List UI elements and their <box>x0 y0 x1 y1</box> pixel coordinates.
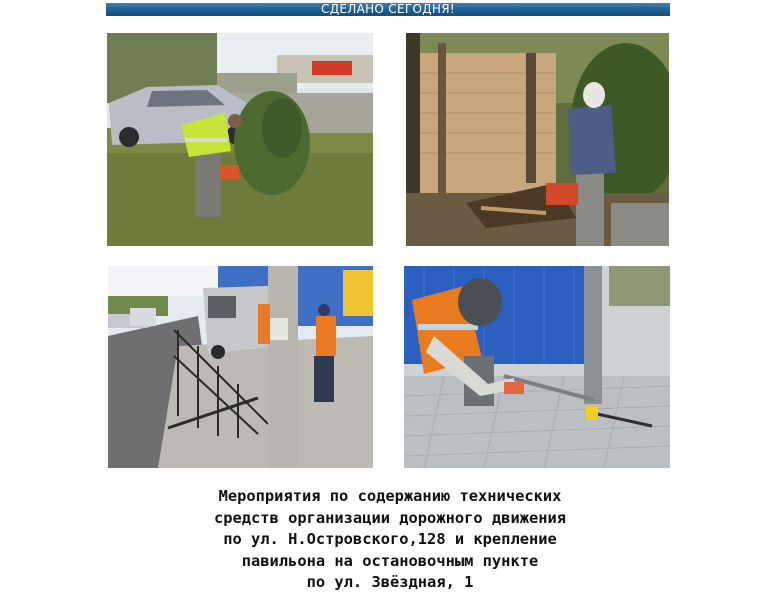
photo-pavilion-welding <box>404 266 670 468</box>
banner-title: СДЕЛАНО СЕГОДНЯ! <box>321 3 455 16</box>
caption-text <box>110 486 670 594</box>
caption-line-5: по ул. Звёздная, 1 <box>306 573 474 591</box>
caption-line-3: по ул. Н.Островского,128 и крепление <box>223 530 557 548</box>
caption-line-4: павильона на остановочным пункте <box>241 551 539 570</box>
photo-fence-repair <box>108 266 373 468</box>
page-banner <box>106 3 670 16</box>
caption-line-1: Мероприятия по содержанию технических <box>218 487 562 505</box>
photo-bush-trimming <box>107 33 373 246</box>
photo-branch-cutting <box>406 33 669 246</box>
caption-line-2: средств организации дорожного движения <box>213 508 567 527</box>
